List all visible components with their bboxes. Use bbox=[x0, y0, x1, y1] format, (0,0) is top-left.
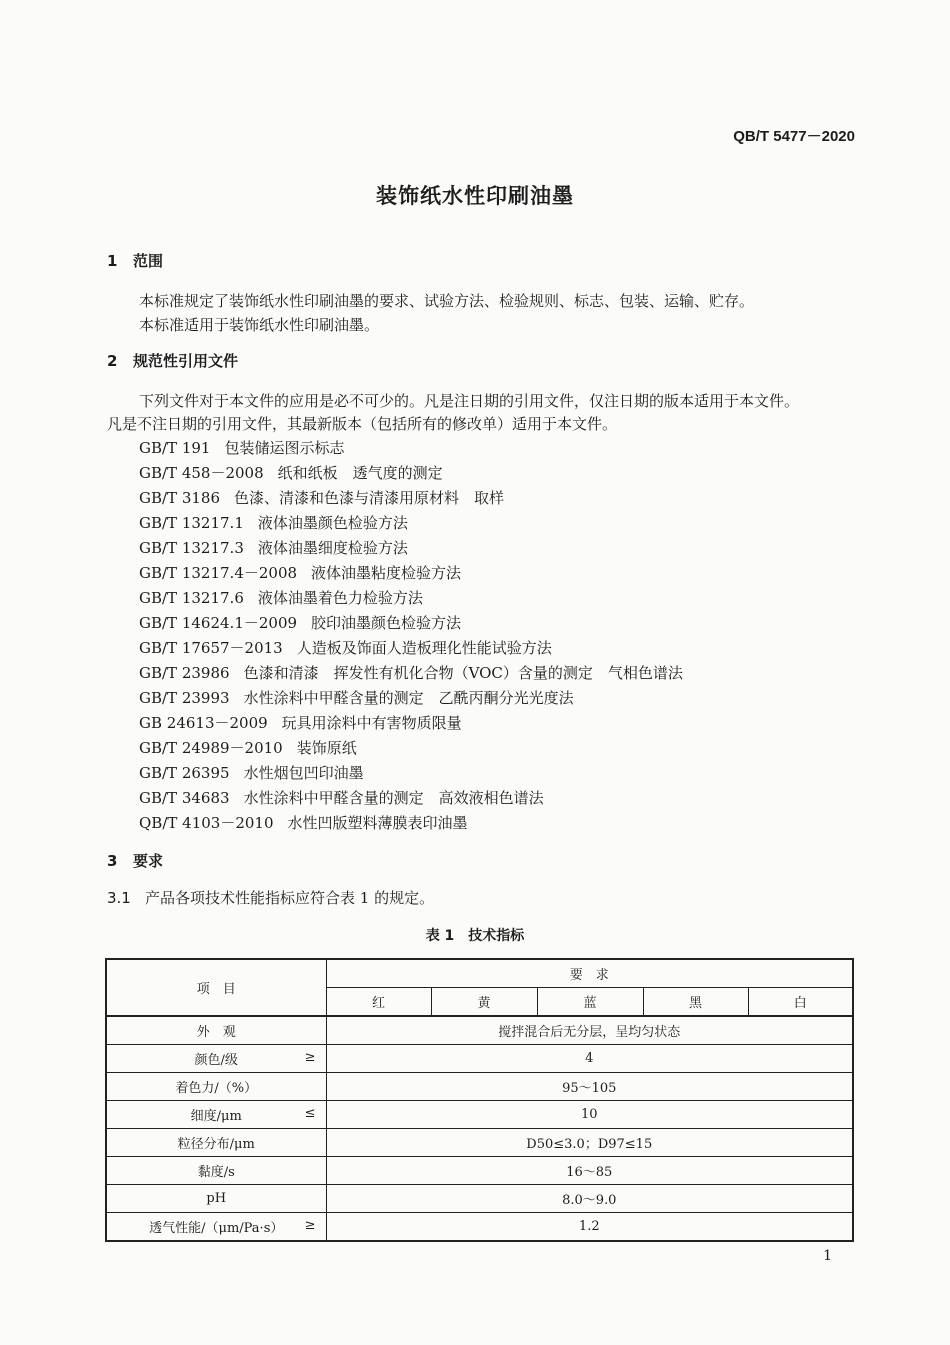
reference-code: GB/T 13217.4－2008 bbox=[139, 564, 298, 582]
row-item bbox=[106, 1045, 326, 1073]
reference-title: 色漆和清漆 挥发性有机化合物（VOC）含量的测定 气相色谱法 bbox=[243, 664, 683, 682]
table-caption: 表 1 技术指标 bbox=[425, 928, 525, 944]
reference-item bbox=[139, 562, 461, 583]
row-item-label: pH bbox=[206, 1191, 227, 1206]
row-item-label: 着色力/（%） bbox=[175, 1081, 258, 1096]
table-row bbox=[106, 1185, 853, 1213]
table-row bbox=[106, 1045, 853, 1073]
reference-code: GB/T 34683 bbox=[139, 789, 230, 807]
row-value: D50≤3.0；D97≤15 bbox=[326, 1129, 853, 1157]
section-title: 规范性引用文件 bbox=[133, 352, 239, 370]
reference-item bbox=[139, 762, 364, 783]
paragraph: 本标准适用于装饰纸水性印刷油墨。 bbox=[139, 316, 380, 334]
row-item-label: 颜色/级 bbox=[194, 1053, 238, 1068]
paragraph: 本标准规定了装饰纸水性印刷油墨的要求、试验方法、检验规则、标志、包装、运输、贮存。 bbox=[139, 292, 755, 310]
row-value: 8.0～9.0 bbox=[326, 1185, 853, 1213]
row-value: 16～85 bbox=[326, 1157, 853, 1185]
row-item bbox=[106, 1073, 326, 1101]
page-number: 1 bbox=[823, 1248, 832, 1264]
row-item bbox=[106, 1101, 326, 1129]
table-row bbox=[106, 1016, 853, 1045]
clause-number: 3.1 bbox=[107, 889, 131, 907]
reference-title: 色漆、清漆和色漆与清漆用原材料 取样 bbox=[234, 489, 505, 507]
section-number: 1 bbox=[107, 252, 118, 270]
reference-code: GB/T 14624.1－2009 bbox=[139, 614, 298, 632]
reference-item bbox=[139, 587, 423, 608]
header-requirement: 要 求 bbox=[326, 959, 853, 988]
section-number: 2 bbox=[107, 352, 118, 370]
reference-title: 液体油墨颜色检验方法 bbox=[257, 514, 408, 532]
reference-item bbox=[139, 462, 443, 483]
row-value: 搅拌混合后无分层，呈均匀状态 bbox=[326, 1016, 853, 1045]
reference-item bbox=[139, 712, 462, 733]
clause-3-1 bbox=[107, 887, 434, 908]
row-value: 4 bbox=[326, 1045, 853, 1073]
row-item bbox=[106, 1185, 326, 1213]
row-item bbox=[106, 1129, 326, 1157]
color-col-red: 红 bbox=[326, 988, 431, 1017]
row-comparator: ≥ bbox=[304, 1218, 316, 1233]
section-title: 范围 bbox=[133, 252, 164, 270]
row-item-label: 粒径分布/μm bbox=[177, 1137, 255, 1152]
reference-code: QB/T 4103－2010 bbox=[139, 814, 274, 832]
standard-code: QB/T 5477－2020 bbox=[733, 128, 855, 145]
table-row bbox=[106, 1073, 853, 1101]
reference-code: GB/T 23993 bbox=[139, 689, 230, 707]
header-item: 项 目 bbox=[106, 959, 326, 1016]
reference-item bbox=[139, 537, 408, 558]
reference-code: GB/T 17657－2013 bbox=[139, 639, 283, 657]
color-col-blue: 蓝 bbox=[537, 988, 643, 1017]
reference-code: GB 24613－2009 bbox=[139, 714, 268, 732]
row-item-label: 透气性能/（μm/Pa·s） bbox=[149, 1221, 284, 1236]
reference-item bbox=[139, 637, 552, 658]
reference-title: 装饰原纸 bbox=[296, 739, 357, 757]
reference-title: 液体油墨细度检验方法 bbox=[257, 539, 408, 557]
reference-code: GB/T 13217.6 bbox=[139, 589, 244, 607]
reference-code: GB/T 191 bbox=[139, 439, 211, 457]
clause-text: 产品各项技术性能指标应符合表 1 的规定。 bbox=[145, 889, 435, 907]
reference-title: 水性涂料中甲醛含量的测定 高效液相色谱法 bbox=[243, 789, 544, 807]
reference-code: GB/T 3186 bbox=[139, 489, 221, 507]
row-comparator: ≤ bbox=[304, 1106, 316, 1121]
row-value: 10 bbox=[326, 1101, 853, 1129]
reference-title: 水性烟包凹印油墨 bbox=[243, 764, 364, 782]
row-item-label: 黏度/s bbox=[197, 1165, 235, 1180]
reference-code: GB/T 24989－2010 bbox=[139, 739, 283, 757]
reference-title: 水性涂料中甲醛含量的测定 乙酰丙酮分光光度法 bbox=[243, 689, 574, 707]
color-col-black: 黑 bbox=[643, 988, 748, 1017]
reference-title: 包装储运图示标志 bbox=[224, 439, 345, 457]
paragraph: 凡是不注日期的引用文件，其最新版本（包括所有的修改单）适用于本文件。 bbox=[107, 415, 618, 433]
reference-item bbox=[139, 787, 544, 808]
reference-code: GB/T 23986 bbox=[139, 664, 230, 682]
row-item bbox=[106, 1213, 326, 1242]
section-1-heading bbox=[107, 250, 163, 271]
reference-item bbox=[139, 487, 504, 508]
reference-item bbox=[139, 662, 683, 683]
reference-title: 纸和纸板 透气度的测定 bbox=[277, 464, 443, 482]
row-item-label: 外 观 bbox=[196, 1025, 236, 1040]
section-title: 要求 bbox=[133, 852, 164, 870]
reference-title: 液体油墨着色力检验方法 bbox=[257, 589, 423, 607]
section-2-heading bbox=[107, 350, 238, 371]
row-item bbox=[106, 1016, 326, 1045]
reference-item bbox=[139, 687, 574, 708]
table-row bbox=[106, 1213, 853, 1242]
reference-item bbox=[139, 812, 468, 833]
reference-title: 人造板及饰面人造板理化性能试验方法 bbox=[296, 639, 552, 657]
section-number: 3 bbox=[107, 852, 118, 870]
reference-item bbox=[139, 612, 461, 633]
row-value: 1.2 bbox=[326, 1213, 853, 1242]
reference-item bbox=[139, 737, 357, 758]
paragraph: 下列文件对于本文件的应用是必不可少的。凡是注日期的引用文件，仅注日期的版本适用于本文件。 bbox=[139, 392, 800, 410]
table-row bbox=[106, 1129, 853, 1157]
reference-title: 玩具用涂料中有害物质限量 bbox=[281, 714, 462, 732]
reference-code: GB/T 458－2008 bbox=[139, 464, 264, 482]
reference-item bbox=[139, 512, 408, 533]
reference-item bbox=[139, 437, 344, 458]
spec-table bbox=[105, 958, 854, 1242]
section-3-heading bbox=[107, 850, 163, 871]
color-col-white: 白 bbox=[748, 988, 853, 1017]
row-value: 95～105 bbox=[326, 1073, 853, 1101]
row-comparator: ≥ bbox=[304, 1050, 316, 1065]
reference-title: 胶印油墨颜色检验方法 bbox=[311, 614, 462, 632]
reference-code: GB/T 26395 bbox=[139, 764, 230, 782]
row-item-label: 细度/μm bbox=[190, 1109, 242, 1124]
table-row bbox=[106, 1101, 853, 1129]
color-col-yellow: 黄 bbox=[431, 988, 537, 1017]
reference-code: GB/T 13217.1 bbox=[139, 514, 244, 532]
table-row bbox=[106, 1157, 853, 1185]
document-title: 装饰纸水性印刷油墨 bbox=[376, 184, 574, 208]
reference-title: 水性凹版塑料薄膜表印油墨 bbox=[287, 814, 468, 832]
row-item bbox=[106, 1157, 326, 1185]
reference-title: 液体油墨粘度检验方法 bbox=[311, 564, 462, 582]
reference-code: GB/T 13217.3 bbox=[139, 539, 244, 557]
